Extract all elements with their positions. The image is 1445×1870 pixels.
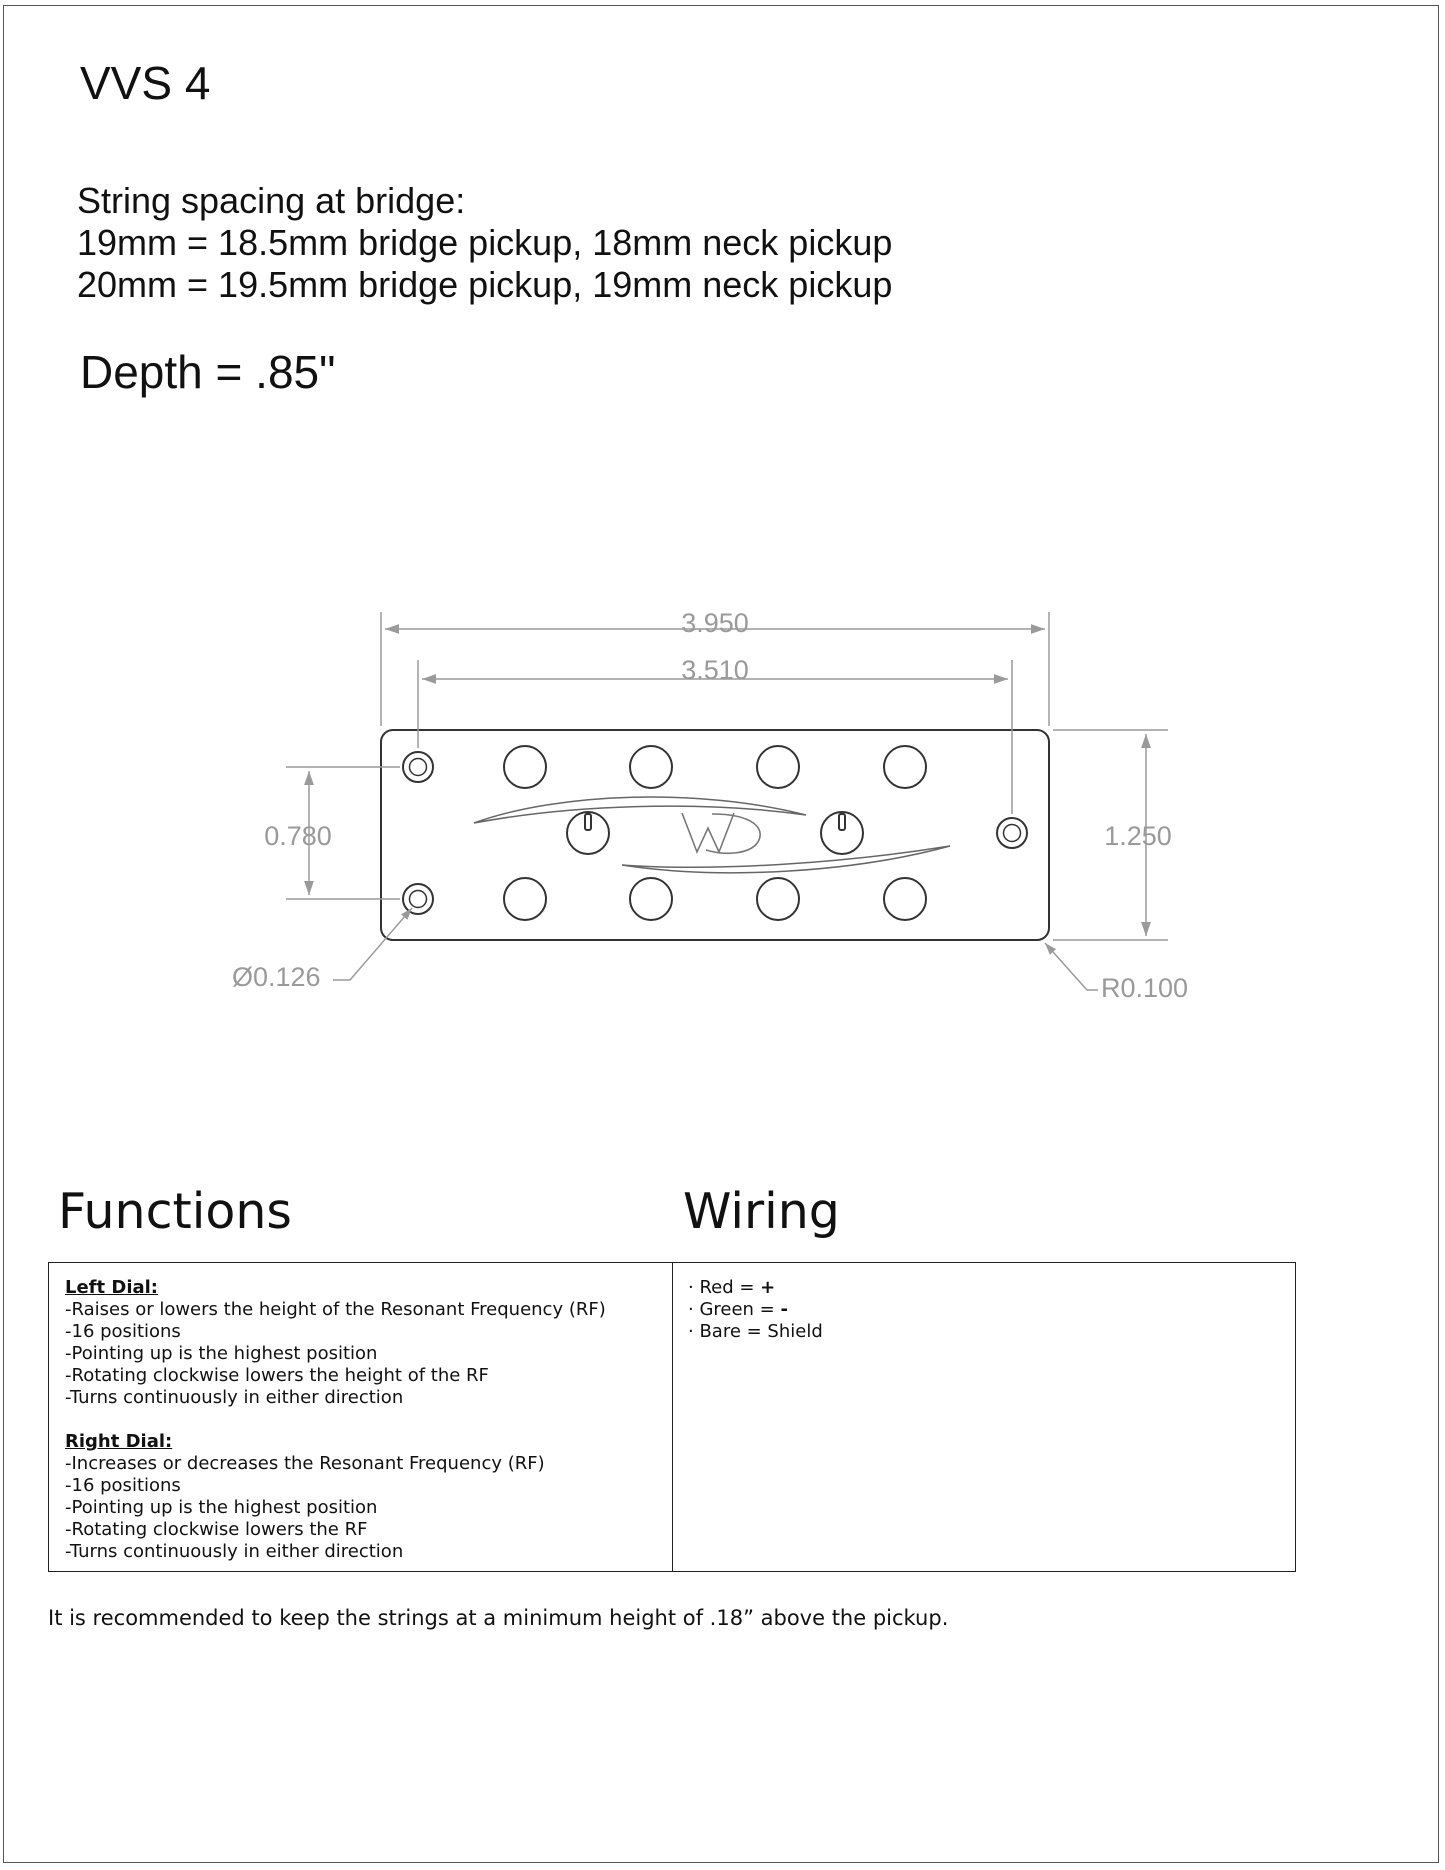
wiring-heading: Wiring (683, 1183, 840, 1240)
left-dial-line: -Pointing up is the highest position (65, 1343, 378, 1364)
dim-label-hole-diameter: Ø0.126 (232, 962, 321, 992)
dim-label-height: 1.250 (1104, 821, 1172, 851)
left-dial-icon (567, 812, 609, 854)
functions-wiring-table (48, 1262, 1296, 1572)
pole-piece-top-1 (504, 746, 546, 788)
section-spacer (65, 1409, 672, 1431)
left-dial-line: -Turns continuously in either direction (65, 1387, 404, 1408)
functions-heading: Functions (58, 1183, 292, 1240)
dim-label-overall-width: 3.950 (681, 608, 749, 638)
logo-swoosh-top-icon (474, 797, 806, 823)
wiring-item-bare (688, 1321, 1295, 1343)
depth-spec: Depth = .85" (80, 346, 336, 398)
dim-label-mount-spacing: 3.510 (681, 655, 749, 685)
string-spacing-line-20mm: 20mm = 19.5mm bridge pickup, 19mm neck pickup (77, 264, 893, 305)
mounting-hole-right (997, 818, 1027, 848)
pickup-outline (381, 730, 1049, 940)
dim-label-corner-radius: R0.100 (1101, 973, 1189, 1003)
right-dial-line: -Turns continuously in either direction (65, 1541, 404, 1562)
leader-hole-diameter (333, 908, 412, 980)
logo-swoosh-bottom-icon (622, 846, 950, 873)
left-dial-line: -Raises or lowers the height of the Resonant Frequency (RF) (65, 1299, 606, 1320)
functions-cell (49, 1263, 673, 1571)
string-spacing-line-19mm: 19mm = 18.5mm bridge pickup, 18mm neck pickup (77, 222, 893, 263)
left-dial-title: Left Dial: (65, 1277, 159, 1298)
pole-piece-top-3 (757, 746, 799, 788)
right-dial-line: -Pointing up is the highest position (65, 1497, 378, 1518)
wiring-label: · Red = (688, 1277, 761, 1298)
leader-corner-radius (1045, 943, 1098, 990)
dim-label-hole-spacing: 0.780 (264, 821, 332, 851)
right-dial-line: -Increases or decreases the Resonant Frequency (RF) (65, 1453, 545, 1474)
mounting-hole-bottom-left (403, 884, 433, 914)
left-dial-line: -16 positions (65, 1321, 181, 1342)
pole-piece-bottom-4 (884, 878, 926, 920)
brand-logo-icon (682, 813, 760, 853)
right-dial-icon (821, 812, 863, 854)
wiring-cell (673, 1263, 1295, 1571)
pole-piece-top-2 (630, 746, 672, 788)
wiring-label: · Bare = Shield (688, 1321, 823, 1342)
pole-piece-top-4 (884, 746, 926, 788)
pole-piece-bottom-1 (504, 878, 546, 920)
pole-piece-bottom-3 (757, 878, 799, 920)
right-dial-line: -16 positions (65, 1475, 181, 1496)
wiring-item-green (688, 1299, 1295, 1321)
right-dial-title: Right Dial: (65, 1431, 173, 1452)
wiring-item-red (688, 1277, 1295, 1299)
wiring-value: - (780, 1299, 788, 1320)
page-title: VVS 4 (80, 57, 211, 109)
right-dial-line: -Rotating clockwise lowers the RF (65, 1519, 368, 1540)
wiring-label: · Green = (688, 1299, 781, 1320)
string-spacing-heading: String spacing at bridge: (77, 180, 466, 221)
wiring-value: + (760, 1277, 776, 1298)
string-height-note: It is recommended to keep the strings at a minimum height of .18” above the pickup. (48, 1606, 949, 1630)
mounting-hole-top-left (403, 752, 433, 782)
pole-piece-bottom-2 (630, 878, 672, 920)
left-dial-line: -Rotating clockwise lowers the height of the RF (65, 1365, 489, 1386)
